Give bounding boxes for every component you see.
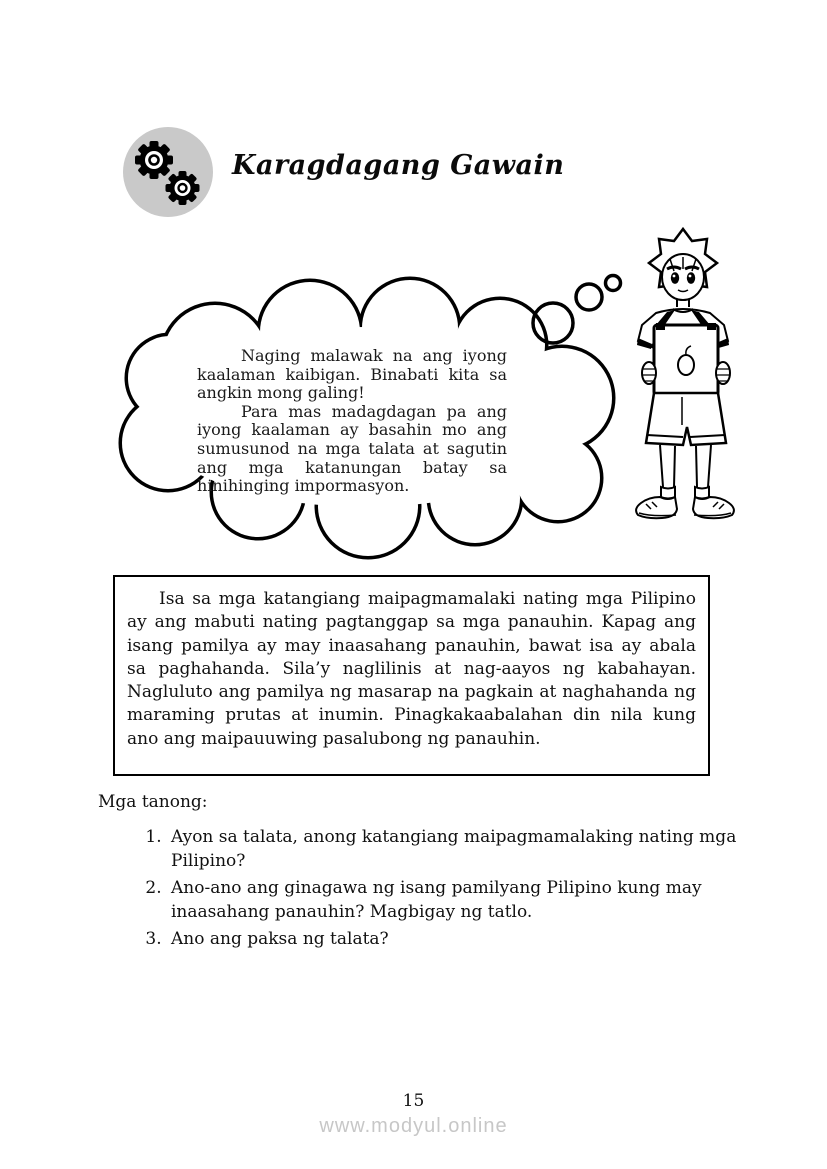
bubble-paragraph: Para mas madagdagan pa ang iyong kaalaman ay basahin mo ang sumusunod na mga talata at sagutin ang mga katanungan batay sa hinihinging impormasyon. <box>197 401 507 496</box>
page-number: 15 <box>402 1091 425 1111</box>
question-item: 3. Ano ang paksa ng talata? <box>167 927 753 951</box>
gears-icon-graphic <box>123 127 213 217</box>
bubble-paragraph: Naging malawak na ang iyong kaalaman kaibigan. Binabati kita sa angkin mong galing! <box>197 346 507 403</box>
watermark: www.modyul.online <box>319 1115 508 1137</box>
question-item: 2. Ano-ano ang ginagawa ng isang pamilyang Pilipino kung may inaasahang panauhin? Magbigay ng tatlo. <box>167 876 753 924</box>
questions-heading: Mga tanong: <box>98 792 208 812</box>
reading-passage-box <box>113 575 710 776</box>
student-illustration <box>636 229 734 518</box>
questions-list <box>131 825 753 954</box>
gears-icon <box>123 127 213 217</box>
page-title: Karagdagang Gawain <box>232 150 565 181</box>
thought-bubble-text <box>197 347 507 496</box>
question-item: 1. Ayon sa talata, anong katangiang maipagmamalaking nating mga Pilipino? <box>167 825 753 873</box>
reading-passage-text: Isa sa mga katangiang maipagmamalaki nating mga Pilipino ay ang mabuti nating pagtanggap sa mga panauhin. Kapag ang isang pamilya ay may inaasahang panauhin, bawat isa ay abala sa paghahanda. Sila’y naglilinis at nag-aayos ng kabahayan. Nagluluto ang pamilya ng masarap na pagkain at naghahanda ng maraming prutas at inumin. Pinagkakaabalahan din nila kung ano ang maipauuwing pasalubong ng panauhin. <box>127 589 696 749</box>
